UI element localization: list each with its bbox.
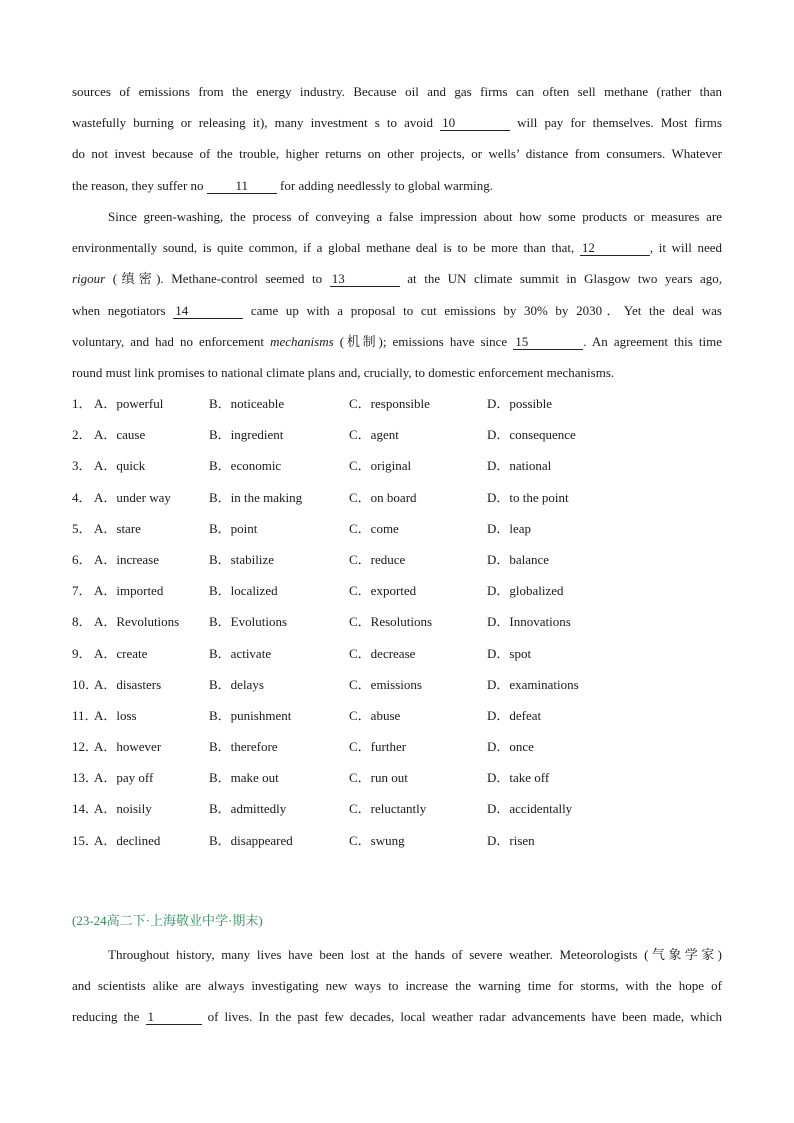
option-b[interactable]: B．stabilize — [209, 551, 274, 567]
text-run: mechanisms — [270, 333, 334, 349]
option-b[interactable]: B．punishment — [209, 707, 292, 723]
blank-13[interactable]: 13 — [330, 272, 400, 287]
text-run: , it will need — [649, 240, 722, 256]
option-a[interactable]: A．powerful — [94, 396, 164, 411]
text-run: (缜密). Methane-control seemed to — [105, 271, 330, 287]
question-row — [72, 544, 722, 575]
blank-1[interactable]: 1 — [146, 1010, 202, 1025]
option-c[interactable]: C．reduce — [349, 551, 406, 567]
option-a[interactable]: A．declined — [94, 832, 161, 848]
question-number: 7． — [72, 583, 92, 599]
option-b[interactable]: B．economic — [209, 458, 282, 474]
option-b[interactable]: B．localized — [209, 583, 278, 599]
question-row — [72, 388, 722, 419]
option-d[interactable]: D．to the point — [487, 489, 569, 505]
option-b[interactable]: B．noticeable — [209, 396, 285, 411]
option-c[interactable]: C．reluctantly — [349, 801, 427, 817]
option-a[interactable]: A．noisily — [94, 801, 152, 817]
text-run: (机制); emissions have since — [333, 333, 514, 349]
option-d[interactable]: D．once — [487, 739, 534, 755]
option-a[interactable]: A．quick — [94, 458, 146, 474]
question-number: 4． — [72, 489, 92, 505]
question-row — [72, 793, 722, 824]
question-row — [72, 513, 722, 544]
option-d[interactable]: D．defeat — [487, 707, 542, 723]
option-b[interactable]: B．in the making — [209, 489, 303, 505]
option-c[interactable]: C．original — [349, 458, 412, 474]
text-run: . An agreement this time — [583, 333, 722, 349]
option-b[interactable]: B．point — [209, 520, 258, 536]
text-run: voluntary, and had no enforcement — [72, 333, 271, 349]
option-a[interactable]: A．pay off — [94, 770, 154, 786]
question-row — [72, 482, 722, 513]
passage-line: Throughout history, many lives have been lost at the hands of severe weather. Meteorologists (气象学家) — [108, 947, 722, 962]
question-number: 1． — [72, 396, 92, 411]
option-b[interactable]: B．activate — [209, 645, 272, 661]
option-b[interactable]: B．Evolutions — [209, 614, 288, 630]
question-number: 9． — [72, 645, 92, 661]
text-run: at the UN climate summit in Glasgow two years ago, — [399, 271, 722, 287]
option-a[interactable]: A．imported — [94, 583, 164, 599]
option-a[interactable]: A．cause — [94, 427, 146, 443]
option-d[interactable]: D．accidentally — [487, 801, 573, 817]
question-number: 11． — [72, 707, 98, 723]
option-a[interactable]: A．increase — [94, 551, 159, 567]
passage-line: and scientists alike are always investigating new ways to increase the warning time for storms, with the hope of — [72, 978, 722, 994]
passage-line — [72, 326, 722, 357]
question-number: 3． — [72, 458, 92, 474]
option-b[interactable]: B．ingredient — [209, 427, 284, 443]
text-run: of lives. In the past few decades, local weather radar advancements have been made, which — [201, 1009, 722, 1025]
question-number: 15． — [72, 832, 99, 848]
option-a[interactable]: A．under way — [94, 489, 171, 505]
text-run: will pay for themselves. Most firms — [510, 115, 722, 131]
option-c[interactable]: C．on board — [349, 489, 417, 505]
option-d[interactable]: D．national — [487, 458, 552, 474]
passage-line — [72, 1001, 722, 1032]
passage-line — [72, 170, 722, 201]
question-row — [72, 419, 722, 450]
question-row — [72, 638, 722, 669]
passage-line — [72, 232, 722, 263]
option-d[interactable]: D．globalized — [487, 583, 564, 599]
source-label: (23-24高二下·上海敬业中学·期末) — [72, 913, 263, 928]
question-row — [72, 450, 722, 481]
option-d[interactable]: D．Innovations — [487, 614, 571, 630]
option-c[interactable]: C．agent — [349, 427, 399, 443]
option-d[interactable]: D．possible — [487, 396, 553, 411]
option-d[interactable]: D．spot — [487, 645, 532, 661]
option-a[interactable]: A．however — [94, 739, 162, 755]
text-run: rigour — [72, 271, 106, 287]
option-b[interactable]: B．make out — [209, 770, 279, 786]
question-number: 8． — [72, 614, 92, 630]
passage-paragraph-3 — [72, 939, 722, 1033]
option-b[interactable]: B．disappeared — [209, 832, 293, 848]
option-a[interactable]: A．Revolutions — [94, 614, 180, 630]
passage-paragraph-1 — [72, 76, 722, 201]
option-a[interactable]: A．loss — [94, 707, 137, 723]
option-a[interactable]: A．stare — [94, 520, 141, 536]
question-number: 5． — [72, 520, 92, 536]
question-row — [72, 825, 722, 856]
blank-11[interactable]: 11 — [207, 179, 277, 194]
option-b[interactable]: B．admittedly — [209, 801, 287, 817]
passage-line: Since green-washing, the process of conveying a false impression about how some products or measures are — [108, 209, 722, 224]
options-list — [72, 388, 722, 856]
question-number: 12． — [72, 739, 99, 755]
text-run: environmentally sound, is quite common, if a global methane deal is to be more than that, — [72, 240, 580, 256]
text-run: the reason, they suffer no — [72, 177, 207, 193]
option-c[interactable]: C．decrease — [349, 645, 416, 661]
option-a[interactable]: A．disasters — [94, 676, 162, 692]
option-c[interactable]: C．come — [349, 520, 399, 536]
blank-14[interactable]: 14 — [173, 304, 243, 319]
question-row — [72, 731, 722, 762]
option-c[interactable]: C．run out — [349, 770, 408, 786]
blank-12[interactable]: 12 — [580, 241, 650, 256]
text-run: reducing the — [72, 1009, 146, 1025]
option-d[interactable]: D．consequence — [487, 427, 576, 443]
option-c[interactable]: C．emissions — [349, 676, 422, 692]
text-run: wastefully burning or releasing it), many investment s to avoid — [72, 115, 441, 131]
option-d[interactable]: D．risen — [487, 832, 535, 848]
text-run: for adding needlessly to global warming. — [276, 177, 494, 193]
question-row — [72, 575, 722, 606]
question-row — [72, 700, 722, 731]
question-row — [72, 762, 722, 793]
option-d[interactable]: D．examinations — [487, 676, 579, 692]
option-d[interactable]: D．balance — [487, 551, 550, 567]
text-run: came up with a proposal to cut emissions by 30% by 2030．Yet the deal was — [243, 302, 722, 318]
question-number: 13． — [72, 770, 99, 786]
option-b[interactable]: B．therefore — [209, 739, 278, 755]
passage-line: do not invest because of the trouble, higher returns on other projects, or wells’ distance from consumers. Whatever — [72, 146, 722, 162]
question-number: 6． — [72, 551, 92, 567]
blank-15[interactable]: 15 — [513, 335, 583, 350]
blank-10[interactable]: 10 — [440, 116, 510, 131]
option-b[interactable]: B．delays — [209, 676, 264, 692]
text-run: when negotiators — [72, 302, 174, 318]
passage-paragraph-2 — [72, 201, 722, 388]
question-number: 14． — [72, 801, 99, 817]
question-row — [72, 669, 722, 700]
question-row — [72, 606, 722, 637]
option-d[interactable]: D．leap — [487, 520, 532, 536]
option-a[interactable]: A．create — [94, 645, 148, 661]
option-c[interactable]: C．responsible — [349, 396, 430, 411]
passage-line: round must link promises to national climate plans and, crucially, to domestic enforcement mechanisms. — [72, 365, 615, 381]
passage-line — [72, 107, 722, 138]
passage-line — [72, 263, 722, 294]
passage-line — [72, 295, 722, 326]
passage-line: sources of emissions from the energy industry. Because oil and gas firms can often sell methane (rather than — [72, 84, 722, 99]
option-c[interactable]: C．exported — [349, 583, 417, 599]
option-c[interactable]: C．swung — [349, 832, 405, 848]
option-c[interactable]: C．further — [349, 739, 407, 755]
question-number: 10． — [72, 676, 99, 692]
option-c[interactable]: C．abuse — [349, 707, 401, 723]
question-number: 2． — [72, 427, 92, 443]
option-d[interactable]: D．take off — [487, 770, 550, 786]
option-c[interactable]: C．Resolutions — [349, 614, 433, 630]
